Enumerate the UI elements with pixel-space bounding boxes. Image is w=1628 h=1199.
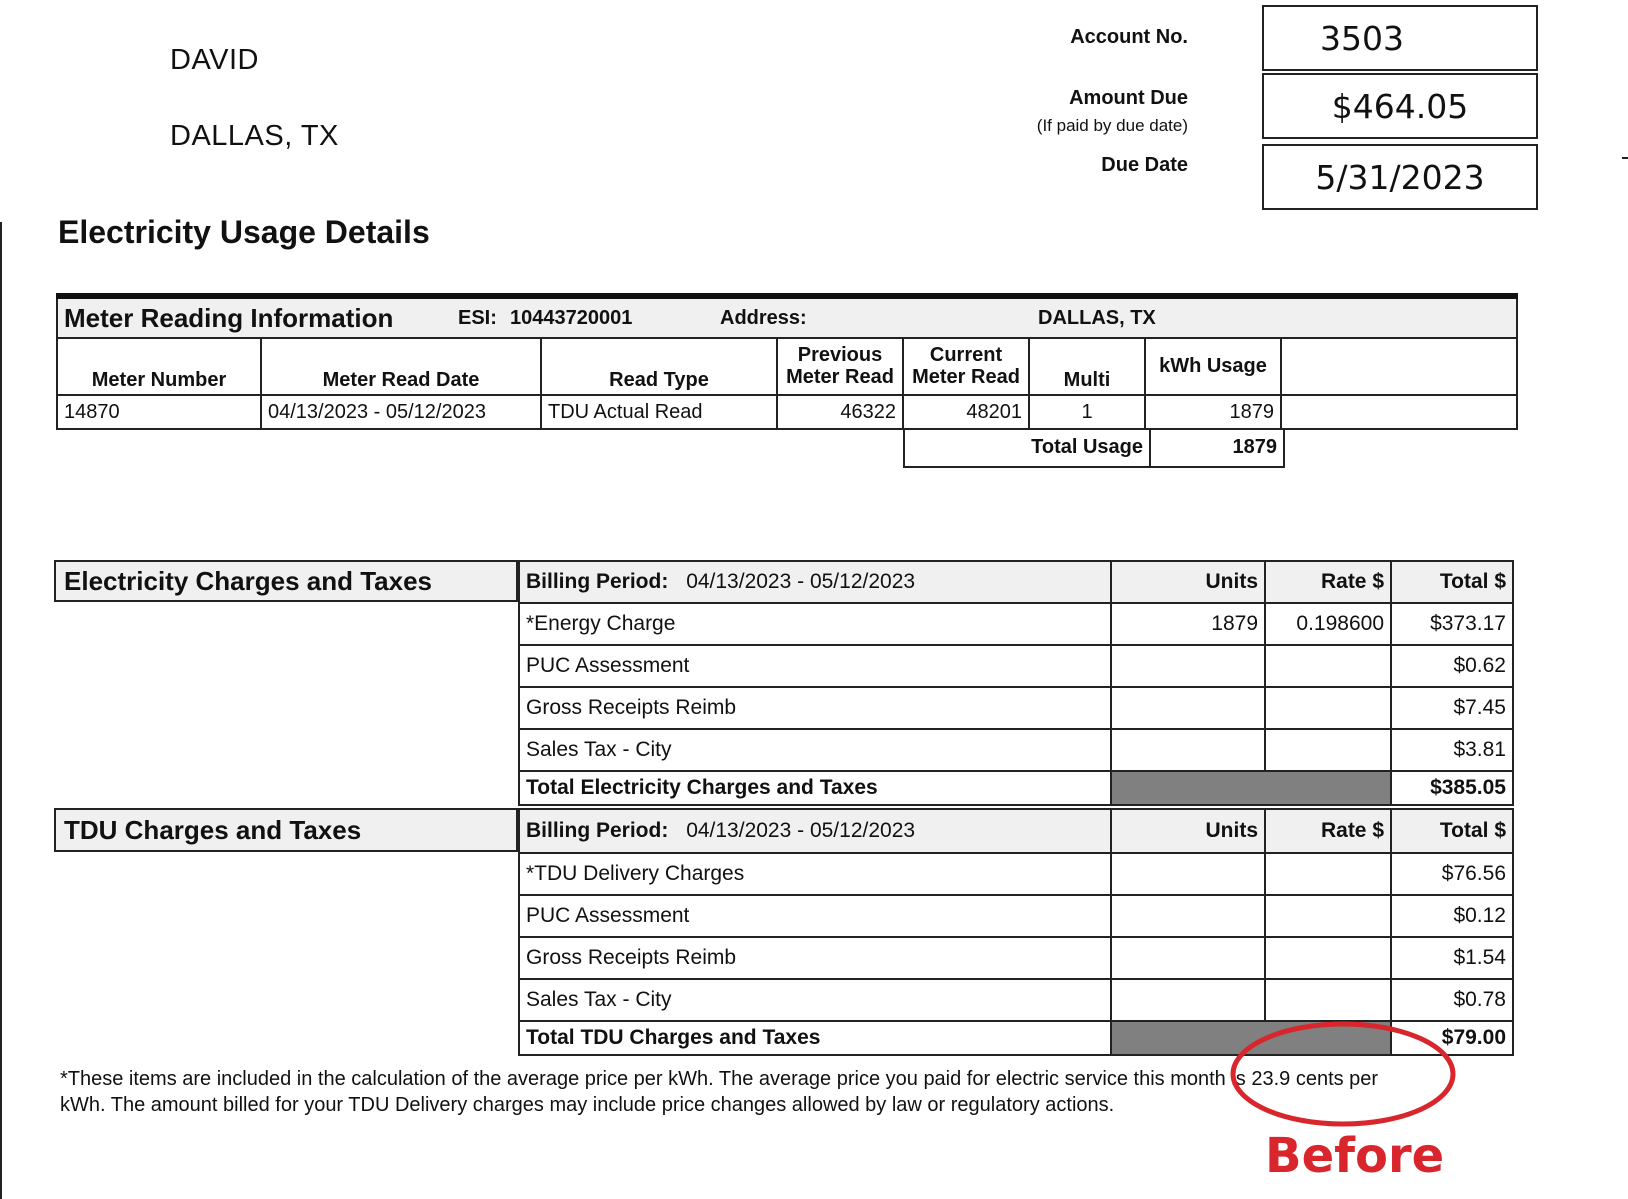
footnote-line-1: *These items are included in the calculation of the average price per kWh. The average price you paid for electric service this month is 23.9 cents per: [60, 1068, 1379, 1090]
previous-read: 46322: [777, 395, 903, 429]
charge-units: [1111, 645, 1265, 687]
account-no-label: Account No.: [1070, 26, 1188, 48]
annotation-label: Before: [1265, 1128, 1445, 1184]
col-read-type: Read Type: [541, 337, 777, 395]
electricity-row: [519, 603, 1513, 645]
tdu-header-row: [519, 809, 1513, 853]
electricity-col-units: Units: [1111, 561, 1265, 603]
read-type: TDU Actual Read: [541, 395, 777, 429]
amount-due-sublabel: (If paid by due date): [1036, 116, 1188, 135]
electricity-row: [519, 729, 1513, 771]
due-date-value: 5/31/2023: [1315, 157, 1485, 197]
tdu-billing-cell: [519, 809, 1111, 853]
account-no-value: 3503: [1320, 18, 1404, 58]
charge-rate: [1265, 729, 1391, 771]
due-date-label: Due Date: [1101, 154, 1188, 176]
tdu-title: TDU Charges and Taxes: [64, 814, 362, 845]
electricity-row: [519, 687, 1513, 729]
electricity-total-value: $385.05: [1391, 771, 1513, 805]
customer-city: DALLAS, TX: [170, 120, 339, 152]
amount-due-box: [1262, 73, 1538, 139]
meter-header-row: [57, 337, 1517, 395]
tdu-title-box: [54, 808, 518, 852]
charge-units: 1879: [1111, 603, 1265, 645]
meter-header-spacer: [1281, 337, 1517, 395]
charge-total: $0.62: [1391, 645, 1513, 687]
meter-header-bar: [56, 299, 1518, 339]
tdu-col-units: Units: [1111, 809, 1265, 853]
amount-due-label: Amount Due: [1069, 87, 1188, 109]
meter-total-row: [904, 429, 1284, 467]
meter-data-spacer: [1281, 395, 1517, 429]
col-kwh-usage: kWh Usage: [1145, 337, 1281, 395]
tdu-billing-period: 04/13/2023 - 05/12/2023: [686, 819, 916, 842]
charge-desc: Sales Tax - City: [519, 979, 1111, 1021]
charge-units: [1111, 853, 1265, 895]
meter-read-date: 04/13/2023 - 05/12/2023: [261, 395, 541, 429]
due-date-box: [1262, 144, 1538, 210]
electricity-total-row: [519, 771, 1513, 805]
tdu-total-label: Total TDU Charges and Taxes: [519, 1021, 1111, 1055]
charge-rate: [1265, 895, 1391, 937]
tdu-total-value: $79.00: [1391, 1021, 1513, 1055]
kwh-usage: 1879: [1145, 395, 1281, 429]
tdu-col-rate: Rate $: [1265, 809, 1391, 853]
charge-rate: [1265, 979, 1391, 1021]
charge-desc: PUC Assessment: [519, 895, 1111, 937]
section-title: Electricity Usage Details: [58, 214, 430, 250]
electricity-col-total: Total $: [1391, 561, 1513, 603]
col-multi: Multi: [1029, 337, 1145, 395]
total-usage-label: Total Usage: [904, 429, 1150, 467]
charge-units: [1111, 687, 1265, 729]
charge-desc: Gross Receipts Reimb: [519, 687, 1111, 729]
right-margin-tick: [1622, 157, 1628, 159]
esi-label: ESI:: [458, 306, 497, 329]
charge-desc: PUC Assessment: [519, 645, 1111, 687]
tdu-row: [519, 979, 1513, 1021]
col-meter-read-date: Meter Read Date: [261, 337, 541, 395]
meter-table: [56, 337, 1518, 430]
charge-rate: [1265, 645, 1391, 687]
charge-rate: [1265, 687, 1391, 729]
charge-total: $7.45: [1391, 687, 1513, 729]
electricity-title-box: [54, 560, 518, 602]
electricity-billing-label: Billing Period:: [526, 570, 669, 593]
col-previous-read: Previous Meter Read: [777, 337, 903, 395]
tdu-col-total: Total $: [1391, 809, 1513, 853]
electricity-billing-cell: [519, 561, 1111, 603]
col-meter-number: Meter Number: [57, 337, 261, 395]
charge-units: [1111, 979, 1265, 1021]
tdu-row: [519, 853, 1513, 895]
meter-total-table: [903, 429, 1285, 468]
meter-number: 14870: [57, 395, 261, 429]
charge-desc: *TDU Delivery Charges: [519, 853, 1111, 895]
meter-reading-section: [56, 293, 1518, 339]
charge-total: $76.56: [1391, 853, 1513, 895]
total-usage-value: 1879: [1150, 429, 1284, 467]
customer-name: DAVID: [170, 44, 259, 76]
tdu-row: [519, 937, 1513, 979]
address-city: DALLAS, TX: [1038, 306, 1156, 329]
annotation-ellipse: [1233, 1024, 1453, 1124]
charge-total: $0.12: [1391, 895, 1513, 937]
charge-rate: [1265, 853, 1391, 895]
charge-units: [1111, 729, 1265, 771]
col-current-read: Current Meter Read: [903, 337, 1029, 395]
electricity-header-row: [519, 561, 1513, 603]
charge-desc: *Energy Charge: [519, 603, 1111, 645]
tdu-row: [519, 895, 1513, 937]
esi-value: 10443720001: [510, 306, 633, 329]
annotation-circle: [1225, 1018, 1465, 1130]
tdu-billing-label: Billing Period:: [526, 819, 669, 842]
current-read: 48201: [903, 395, 1029, 429]
left-margin-rule: [0, 222, 2, 1199]
meter-title: Meter Reading Information: [64, 302, 394, 333]
account-no-box: [1262, 5, 1538, 71]
electricity-billing-period: 04/13/2023 - 05/12/2023: [686, 570, 916, 593]
amount-due-value: $464.05: [1331, 86, 1469, 126]
multi: 1: [1029, 395, 1145, 429]
charge-desc: Gross Receipts Reimb: [519, 937, 1111, 979]
charge-units: [1111, 895, 1265, 937]
charge-rate: 0.198600: [1265, 603, 1391, 645]
charge-units: [1111, 937, 1265, 979]
electricity-charges-table: [518, 560, 1514, 806]
address-label: Address:: [720, 306, 807, 329]
electricity-col-rate: Rate $: [1265, 561, 1391, 603]
charge-desc: Sales Tax - City: [519, 729, 1111, 771]
electricity-row: [519, 645, 1513, 687]
footnote-line-2: kWh. The amount billed for your TDU Delivery charges may include price changes allowed by law or regulatory actions.: [60, 1094, 1115, 1116]
charge-rate: [1265, 937, 1391, 979]
charge-total: $0.78: [1391, 979, 1513, 1021]
electricity-total-label: Total Electricity Charges and Taxes: [519, 771, 1111, 805]
electricity-total-shade: [1111, 771, 1391, 805]
electricity-title: Electricity Charges and Taxes: [64, 565, 433, 596]
charge-total: $373.17: [1391, 603, 1513, 645]
meter-data-row: [57, 395, 1517, 429]
charge-total: $3.81: [1391, 729, 1513, 771]
charge-total: $1.54: [1391, 937, 1513, 979]
